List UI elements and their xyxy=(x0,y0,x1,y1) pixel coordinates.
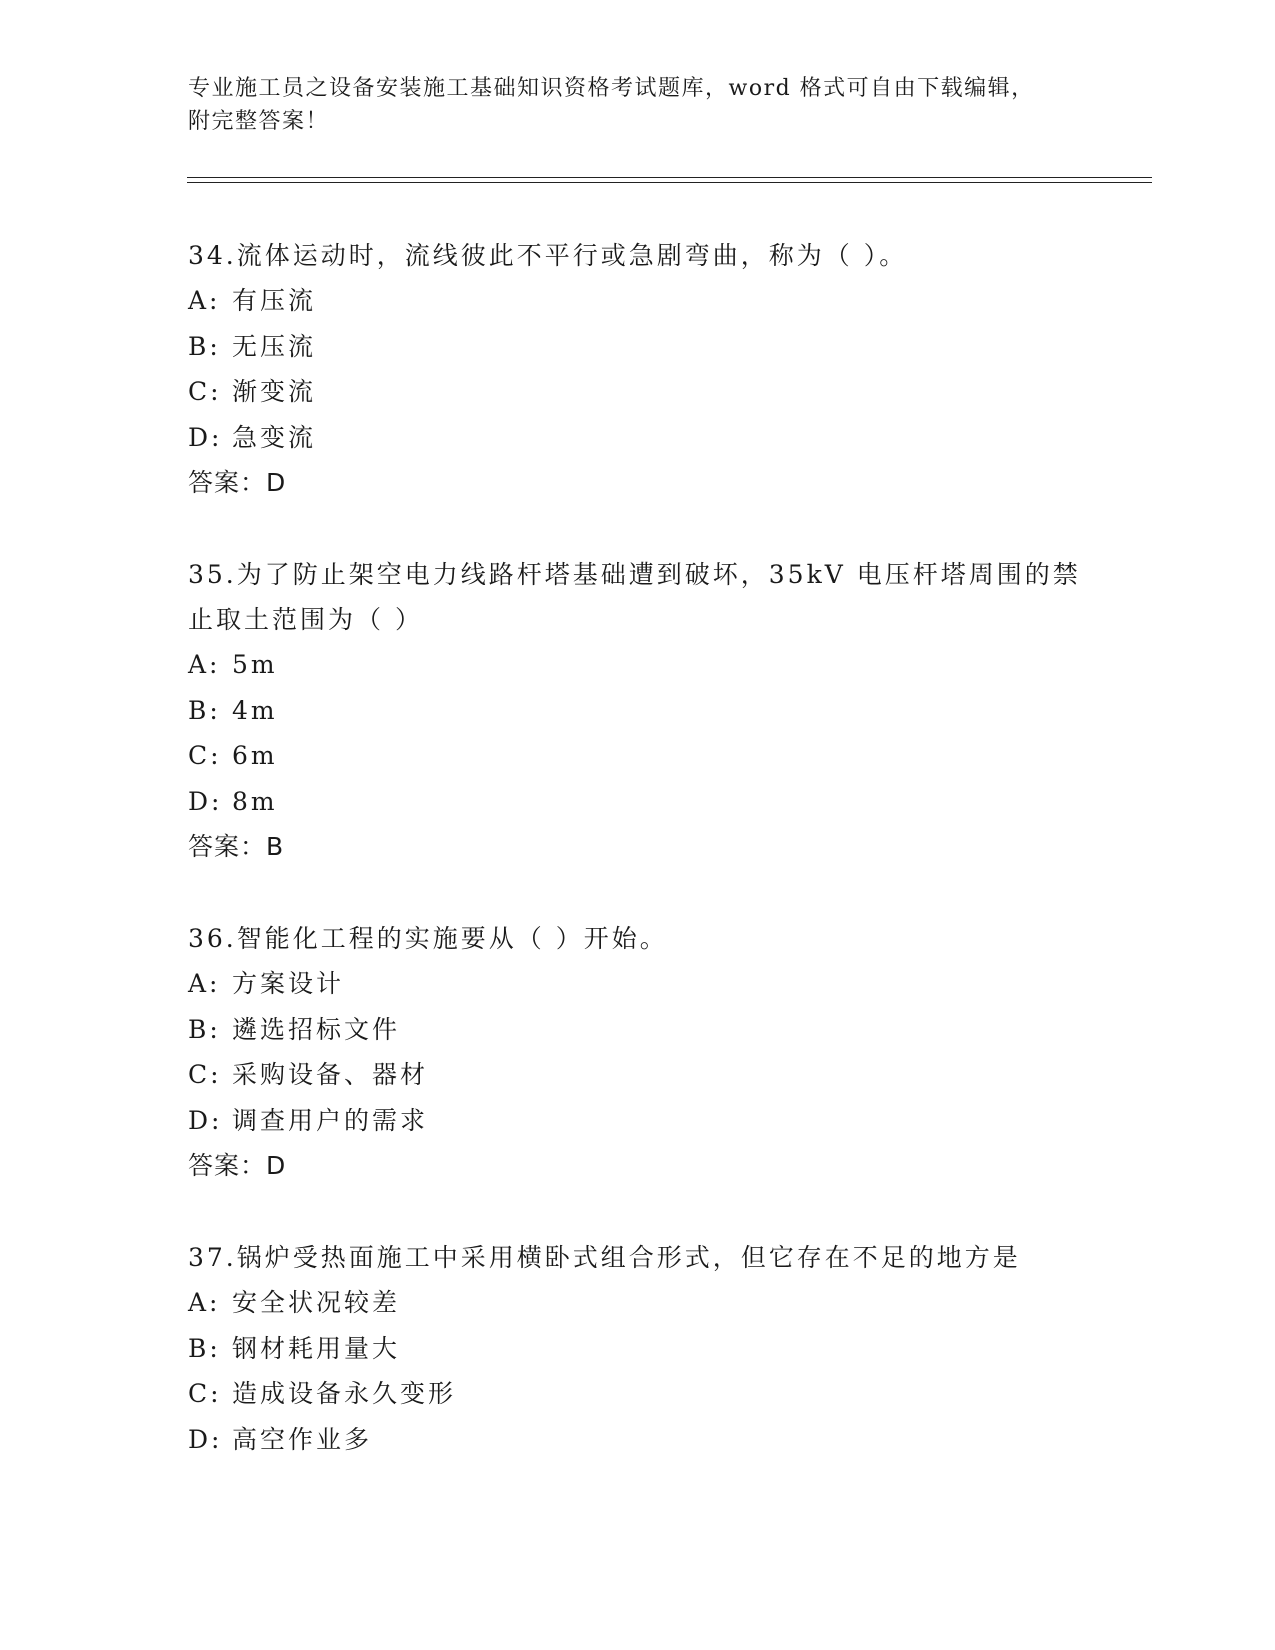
option-b xyxy=(188,324,1088,370)
question-stem: 34.流体运动时，流线彼此不平行或急剧弯曲，称为（ ）。 xyxy=(188,241,908,270)
question-stem: 37.锅炉受热面施工中采用横卧式组合形式，但它存在不足的地方是 xyxy=(188,1243,1021,1272)
option-letter: D: xyxy=(188,786,223,816)
option-text: 高空作业多 xyxy=(232,1424,373,1454)
option-letter: A: xyxy=(188,286,221,315)
option-d xyxy=(188,779,1088,825)
option-b xyxy=(188,688,1088,734)
header-divider-top xyxy=(187,177,1152,178)
option-letter: B: xyxy=(188,331,221,361)
answer-line: 答案：D xyxy=(188,468,287,497)
question-37 xyxy=(188,1235,1088,1462)
option-letter: C: xyxy=(188,377,222,406)
option-letter: A: xyxy=(188,1288,221,1317)
option-text: 5m xyxy=(232,650,278,679)
option-letter: D: xyxy=(188,1105,223,1135)
question-35 xyxy=(188,552,1088,869)
option-c xyxy=(188,369,1088,415)
option-letter: A: xyxy=(188,969,221,998)
option-c xyxy=(188,1371,1088,1417)
header-line-2: 附完整答案！ xyxy=(188,109,330,134)
header-divider-bottom xyxy=(187,182,1152,183)
option-text: 急变流 xyxy=(232,422,317,452)
option-text: 造成设备永久变形 xyxy=(232,1379,457,1408)
option-a xyxy=(188,642,1088,688)
option-letter: C: xyxy=(188,1379,222,1408)
option-c xyxy=(188,1052,1088,1098)
option-text: 采购设备、器材 xyxy=(232,1060,429,1089)
option-letter: B: xyxy=(188,1014,221,1044)
option-text: 钢材耗用量大 xyxy=(232,1333,401,1363)
option-letter: C: xyxy=(188,1060,222,1089)
option-text: 8m xyxy=(232,786,278,816)
option-letter: D: xyxy=(188,1424,223,1454)
option-b xyxy=(188,1326,1088,1372)
option-text: 6m xyxy=(232,741,278,770)
option-a xyxy=(188,961,1088,1007)
question-stem-line-1: 35.为了防止架空电力线路杆塔基础遭到破坏，35kV 电压杆塔周围的禁 xyxy=(188,560,1081,589)
option-text: 安全状况较差 xyxy=(232,1288,401,1317)
option-letter: B: xyxy=(188,695,221,725)
option-b xyxy=(188,1007,1088,1053)
option-text: 渐变流 xyxy=(232,377,317,406)
option-text: 遴选招标文件 xyxy=(232,1014,401,1044)
question-34 xyxy=(188,233,1088,505)
answer-line: 答案：D xyxy=(188,1151,287,1180)
option-d xyxy=(188,415,1088,461)
option-letter: C: xyxy=(188,741,222,770)
option-text: 4m xyxy=(232,695,278,725)
option-text: 有压流 xyxy=(232,286,317,315)
option-a xyxy=(188,1280,1088,1326)
option-a xyxy=(188,278,1088,324)
option-text: 调查用户的需求 xyxy=(232,1105,429,1135)
option-letter: D: xyxy=(188,422,223,452)
option-text: 方案设计 xyxy=(232,969,345,998)
option-letter: B: xyxy=(188,1333,221,1363)
header-line-1: 专业施工员之设备安装施工基础知识资格考试题库，word 格式可自由下载编辑， xyxy=(188,76,1035,101)
question-36 xyxy=(188,916,1088,1188)
option-d xyxy=(188,1417,1088,1463)
option-text: 无压流 xyxy=(232,331,317,361)
question-stem-line-2: 止取土范围为（ ） xyxy=(188,605,423,634)
document-header xyxy=(188,72,1068,138)
answer-line: 答案：B xyxy=(188,832,285,861)
option-c xyxy=(188,733,1088,779)
option-letter: A: xyxy=(188,650,221,679)
option-d xyxy=(188,1098,1088,1144)
question-stem: 36.智能化工程的实施要从（ ）开始。 xyxy=(188,924,668,953)
